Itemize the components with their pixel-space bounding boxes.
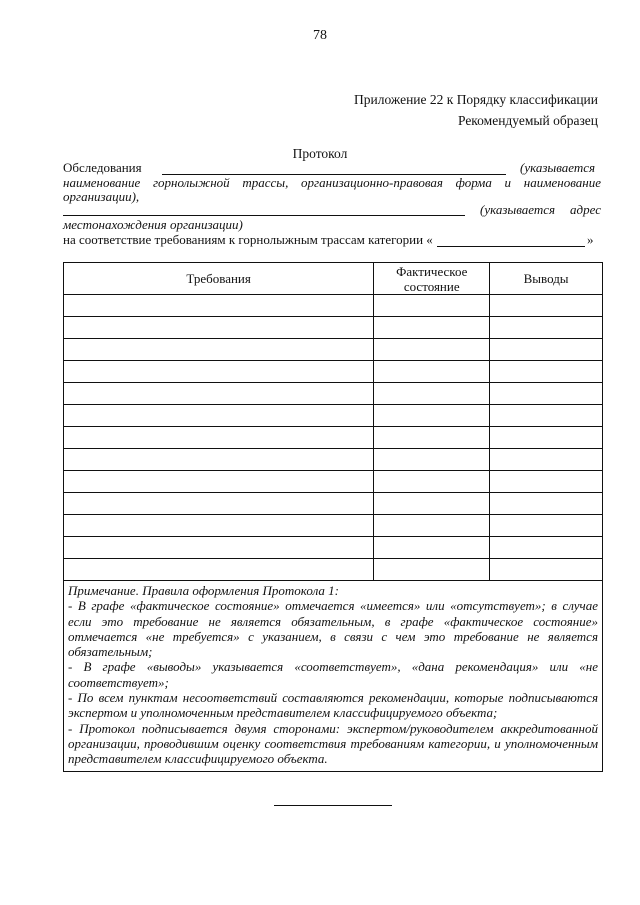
- cell-requirement[interactable]: [64, 449, 374, 471]
- cell-actual-state[interactable]: [374, 317, 490, 339]
- appendix-reference: Приложение 22 к Порядку классификации: [354, 92, 598, 107]
- cell-requirement[interactable]: [64, 427, 374, 449]
- note-line: - В графе «фактическое состояние» отмечается «имеется» или «отсутствует»; в случае: [68, 598, 598, 614]
- cell-conclusion[interactable]: [490, 515, 603, 537]
- note-line: экспертом и уполномоченным представителем классифицируемого объекта;: [68, 705, 498, 721]
- table-row: [64, 383, 603, 405]
- table-row: [64, 493, 603, 515]
- cell-actual-state[interactable]: [374, 295, 490, 317]
- table-row: [64, 515, 603, 537]
- category-text: на соответствие требованиям к горнолыжным трассам категории «: [63, 232, 433, 247]
- cell-requirement[interactable]: [64, 317, 374, 339]
- note-line: Примечание. Правила оформления Протокола 1:: [68, 583, 339, 598]
- page-number: 78: [313, 28, 327, 43]
- table-row: [64, 405, 603, 427]
- note-line: - Протокол подписывается двумя сторонами: экспертом/руководителем аккредитованной: [68, 720, 598, 736]
- note-line: - По всем пунктам несоответствий составляются рекомендации, которые подписываются: [68, 690, 598, 706]
- table-header-row: [64, 263, 603, 295]
- table-row: [64, 295, 603, 317]
- cell-conclusion[interactable]: [490, 559, 603, 581]
- document-title: Протокол: [292, 146, 348, 161]
- cell-conclusion[interactable]: [490, 361, 603, 383]
- header-actual-state-line1: Фактическое: [396, 263, 468, 279]
- end-separator-line: [274, 805, 392, 806]
- cell-conclusion[interactable]: [490, 471, 603, 493]
- cell-actual-state[interactable]: [374, 361, 490, 383]
- requirements-table: [63, 262, 603, 772]
- cell-conclusion[interactable]: [490, 405, 603, 427]
- note-line: организации, проводившим оценку соответствия требованиям категории, и уполномоченным: [68, 735, 598, 751]
- cell-requirement[interactable]: [64, 515, 374, 537]
- table-row: [64, 361, 603, 383]
- cell-conclusion[interactable]: [490, 449, 603, 471]
- note-line: если это требование не является обязательным, в графе «фактическое состояние»: [68, 613, 598, 629]
- recommended-sample-label: Рекомендуемый образец: [457, 113, 598, 128]
- cell-actual-state[interactable]: [374, 559, 490, 581]
- cell-actual-state[interactable]: [374, 449, 490, 471]
- cell-actual-state[interactable]: [374, 515, 490, 537]
- table-row: [64, 449, 603, 471]
- table-row: [64, 559, 603, 581]
- note-row: [64, 581, 603, 772]
- cell-requirement[interactable]: [64, 493, 374, 515]
- category-close-quote: »: [587, 232, 594, 247]
- cell-conclusion[interactable]: [490, 295, 603, 317]
- table-row: [64, 317, 603, 339]
- address-hint-1: (указывается адрес: [480, 202, 601, 217]
- note-line: представителем классифицируемого объекта.: [68, 751, 328, 767]
- table-row: [64, 427, 603, 449]
- category-blank-line[interactable]: [437, 246, 585, 247]
- header-conclusions: Выводы: [490, 263, 603, 295]
- cell-requirement[interactable]: [64, 295, 374, 317]
- cell-actual-state[interactable]: [374, 427, 490, 449]
- cell-requirement[interactable]: [64, 559, 374, 581]
- cell-conclusion[interactable]: [490, 493, 603, 515]
- cell-conclusion[interactable]: [490, 427, 603, 449]
- survey-hint-3: организации),: [63, 189, 140, 204]
- cell-requirement[interactable]: [64, 471, 374, 493]
- header-actual-state-line2: состояние: [403, 278, 460, 294]
- cell-conclusion[interactable]: [490, 383, 603, 405]
- survey-label: Обследования: [63, 160, 142, 175]
- cell-requirement[interactable]: [64, 339, 374, 361]
- note-line: отмечается «не требуется» с указанием, в связи с чем это требование не является: [68, 628, 598, 644]
- cell-requirement[interactable]: [64, 361, 374, 383]
- cell-actual-state[interactable]: [374, 471, 490, 493]
- note-line: соответствует»;: [68, 674, 169, 690]
- cell-requirement[interactable]: [64, 405, 374, 427]
- header-actual-state: [374, 263, 490, 295]
- note-line: - В графе «выводы» указывается «соответствует», «дана рекомендация» или «не: [68, 659, 598, 675]
- cell-actual-state[interactable]: [374, 493, 490, 515]
- cell-actual-state[interactable]: [374, 383, 490, 405]
- protocol-note: [64, 581, 603, 772]
- cell-actual-state[interactable]: [374, 405, 490, 427]
- note-line: обязательным;: [68, 644, 153, 660]
- cell-requirement[interactable]: [64, 383, 374, 405]
- cell-actual-state[interactable]: [374, 537, 490, 559]
- table-row: [64, 339, 603, 361]
- cell-conclusion[interactable]: [490, 537, 603, 559]
- address-hint-2: местонахождения организации): [63, 217, 243, 232]
- cell-requirement[interactable]: [64, 537, 374, 559]
- table-row: [64, 471, 603, 493]
- cell-conclusion[interactable]: [490, 317, 603, 339]
- header-requirements: Требования: [64, 263, 374, 295]
- table-row: [64, 537, 603, 559]
- survey-hint-2: наименование горнолыжной трассы, организационно-правовая форма и наименование: [63, 175, 601, 190]
- cell-conclusion[interactable]: [490, 339, 603, 361]
- cell-actual-state[interactable]: [374, 339, 490, 361]
- survey-hint-1: (указывается: [520, 160, 596, 175]
- address-blank-line[interactable]: [63, 215, 465, 216]
